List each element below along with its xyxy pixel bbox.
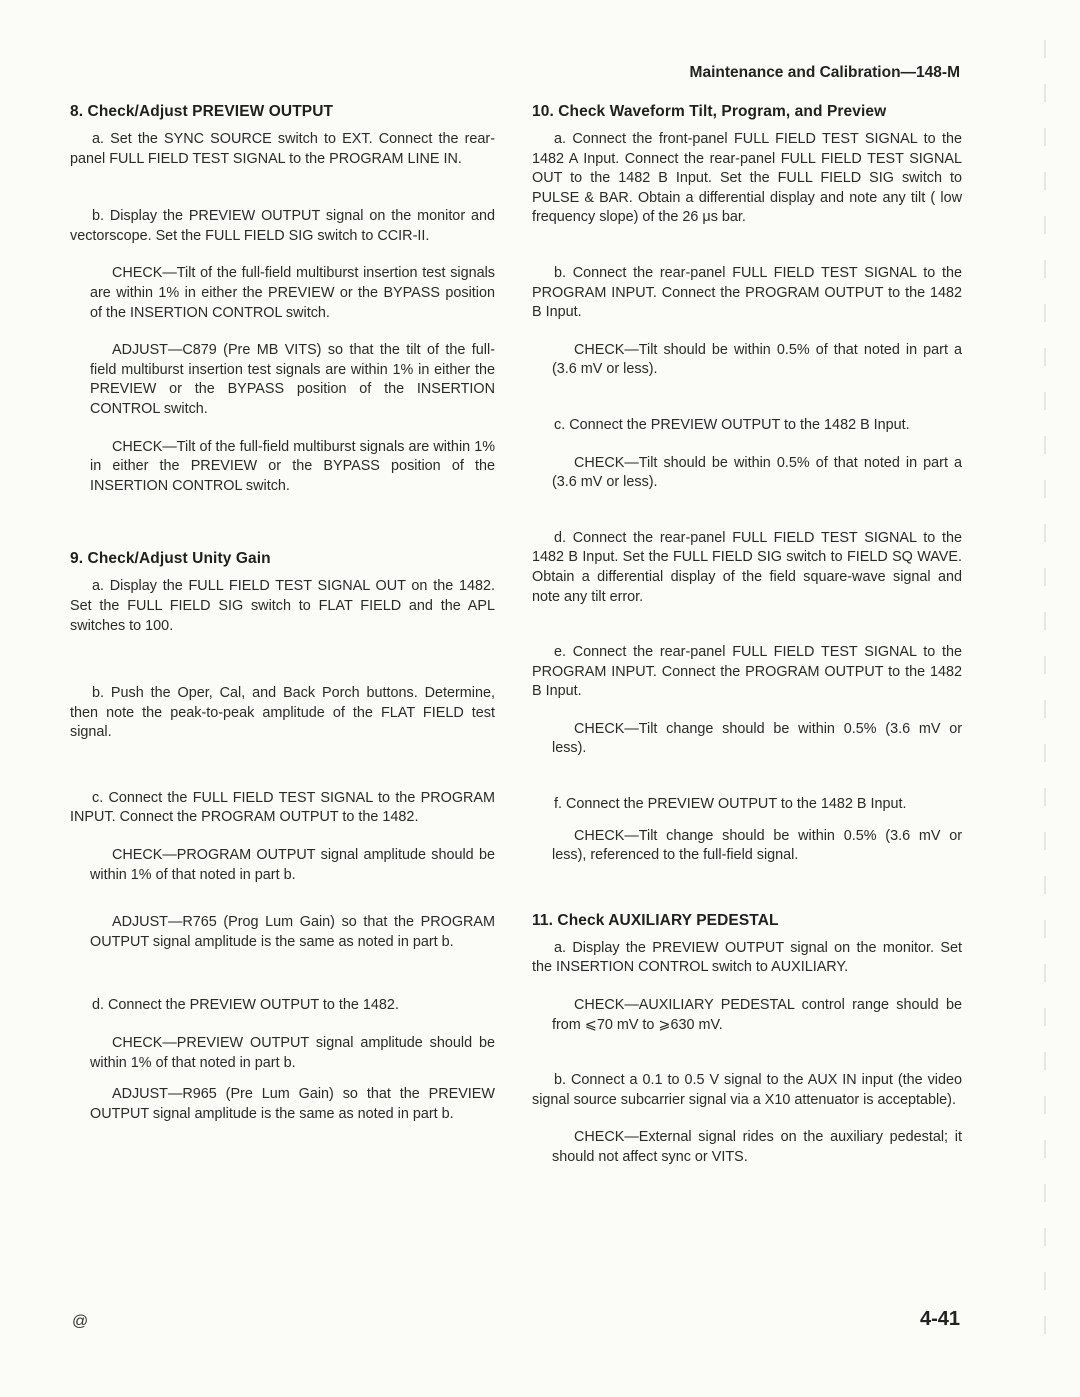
section-11-step-b: b. Connect a 0.1 to 0.5 V signal to the AUX IN input (the video signal source subcarrier signal via a X10 attenuator is acceptable). [532, 1072, 962, 1108]
section-9-adjust-1: ADJUST—R765 (Prog Lum Gain) so that the PROGRAM OUTPUT signal amplitude is the same as noted in part b. [90, 914, 495, 950]
section-10-step-a: a. Connect the front-panel FULL FIELD TEST SIGNAL to the 1482 A Input. Connect the rear-panel FULL FIELD TEST SIGNAL OUT to the 1482 B Input. Set the FULL FIELD SIG switch to PULSE & BAR. Obtain a differential display and note any tilt ( low frequency slope) of the 26 μs bar. [532, 131, 962, 226]
right-column [532, 103, 962, 1168]
section-10-step-b: b. Connect the rear-panel FULL FIELD TEST SIGNAL to the PROGRAM INPUT. Connect the PROGRAM OUTPUT to the 1482 B Input. [532, 264, 962, 321]
section-10-step-d: d. Connect the rear-panel FULL FIELD TEST SIGNAL to the 1482 B Input. Set the FULL FIELD SIG switch to FIELD SQ WAVE. Obtain a differential display of the field square-wave signal and note any tilt error. [532, 529, 962, 605]
section-11-heading: 11. Check AUXILIARY PEDESTAL [532, 911, 779, 929]
page-number: 4-41 [919, 1308, 960, 1330]
section-8-adjust-1: ADJUST—C879 (Pre MB VITS) so that the tilt of the full-field multiburst insertion test signals are within 1% in either the PREVIEW or the BYPASS position of the INSERTION CONTROL switch. [90, 342, 495, 417]
section-9-check-2: CHECK—PREVIEW OUTPUT signal amplitude should be within 1% of that noted in part b. [90, 1035, 495, 1071]
section-9-check-1: CHECK—PROGRAM OUTPUT signal amplitude should be within 1% of that noted in part b. [90, 847, 495, 883]
section-9-step-b: b. Push the Oper, Cal, and Back Porch buttons. Determine, then note the peak-to-peak amplitude of the FLAT FIELD test signal. [70, 685, 495, 741]
running-header: Maintenance and Calibration—148-M [689, 64, 960, 81]
section-8-step-a: a. Set the SYNC SOURCE switch to EXT. Connect the rear-panel FULL FIELD TEST SIGNAL to the PROGRAM LINE IN. [70, 131, 495, 167]
section-8-heading: 8. Check/Adjust PREVIEW OUTPUT [70, 103, 334, 120]
section-10-check-c: CHECK—Tilt should be within 0.5% of that noted in part a (3.6 mV or less). [552, 454, 962, 491]
section-11-check-b: CHECK—External signal rides on the auxiliary pedestal; it should not affect sync or VITS. [552, 1129, 962, 1165]
section-9-step-a: a. Display the FULL FIELD TEST SIGNAL OUT on the 1482. Set the FULL FIELD SIG switch to FLAT FIELD and the APL switches to 100. [70, 578, 495, 634]
section-9-adjust-2: ADJUST—R965 (Pre Lum Gain) so that the PREVIEW OUTPUT signal amplitude is the same as noted in part b. [90, 1086, 495, 1122]
section-8-step-b: b. Display the PREVIEW OUTPUT signal on the monitor and vectorscope. Set the FULL FIELD SIG switch to CCIR-II. [70, 208, 495, 244]
section-10-heading: 10. Check Waveform Tilt, Program, and Preview [532, 103, 887, 120]
section-11-step-a: a. Display the PREVIEW OUTPUT signal on the monitor. Set the INSERTION CONTROL switch to AUXILIARY. [532, 939, 962, 976]
section-10-check-f: CHECK—Tilt change should be within 0.5% (3.6 mV or less), referenced to the full-field signal. [552, 827, 962, 864]
section-10-step-c: c. Connect the PREVIEW OUTPUT to the 1482 B Input. [554, 416, 910, 433]
section-9-step-c: c. Connect the FULL FIELD TEST SIGNAL to the PROGRAM INPUT. Connect the PROGRAM OUTPUT to the 1482. [70, 789, 495, 826]
section-9-step-d: d. Connect the PREVIEW OUTPUT to the 1482. [92, 997, 399, 1014]
section-10-check-e: CHECK—Tilt change should be within 0.5% (3.6 mV or less). [552, 720, 962, 757]
section-10-step-f: f. Connect the PREVIEW OUTPUT to the 1482 B Input. [554, 796, 907, 813]
section-10-step-e: e. Connect the rear-panel FULL FIELD TEST SIGNAL to the PROGRAM INPUT. Connect the PROGRAM OUTPUT to the 1482 B Input. [532, 644, 962, 700]
section-11-check-a: CHECK—AUXILIARY PEDESTAL control range should be from ⩽70 mV to ⩾630 mV. [552, 997, 962, 1033]
section-8-check-1: CHECK—Tilt of the full-field multiburst insertion test signals are within 1% in either the PREVIEW or the BYPASS position of the INSERTION CONTROL switch. [90, 265, 495, 321]
section-10-check-b: CHECK—Tilt should be within 0.5% of that noted in part a (3.6 mV or less). [552, 341, 962, 378]
footer-mark: @ [72, 1313, 89, 1330]
section-8-check-2: CHECK—Tilt of the full-field multiburst signals are within 1% in either the PREVIEW or the BYPASS position of the INSERTION CONTROL switch. [90, 438, 495, 494]
section-9-heading: 9. Check/Adjust Unity Gain [70, 550, 271, 568]
binding-edge-marks [1044, 40, 1046, 1360]
left-column [70, 103, 495, 1124]
